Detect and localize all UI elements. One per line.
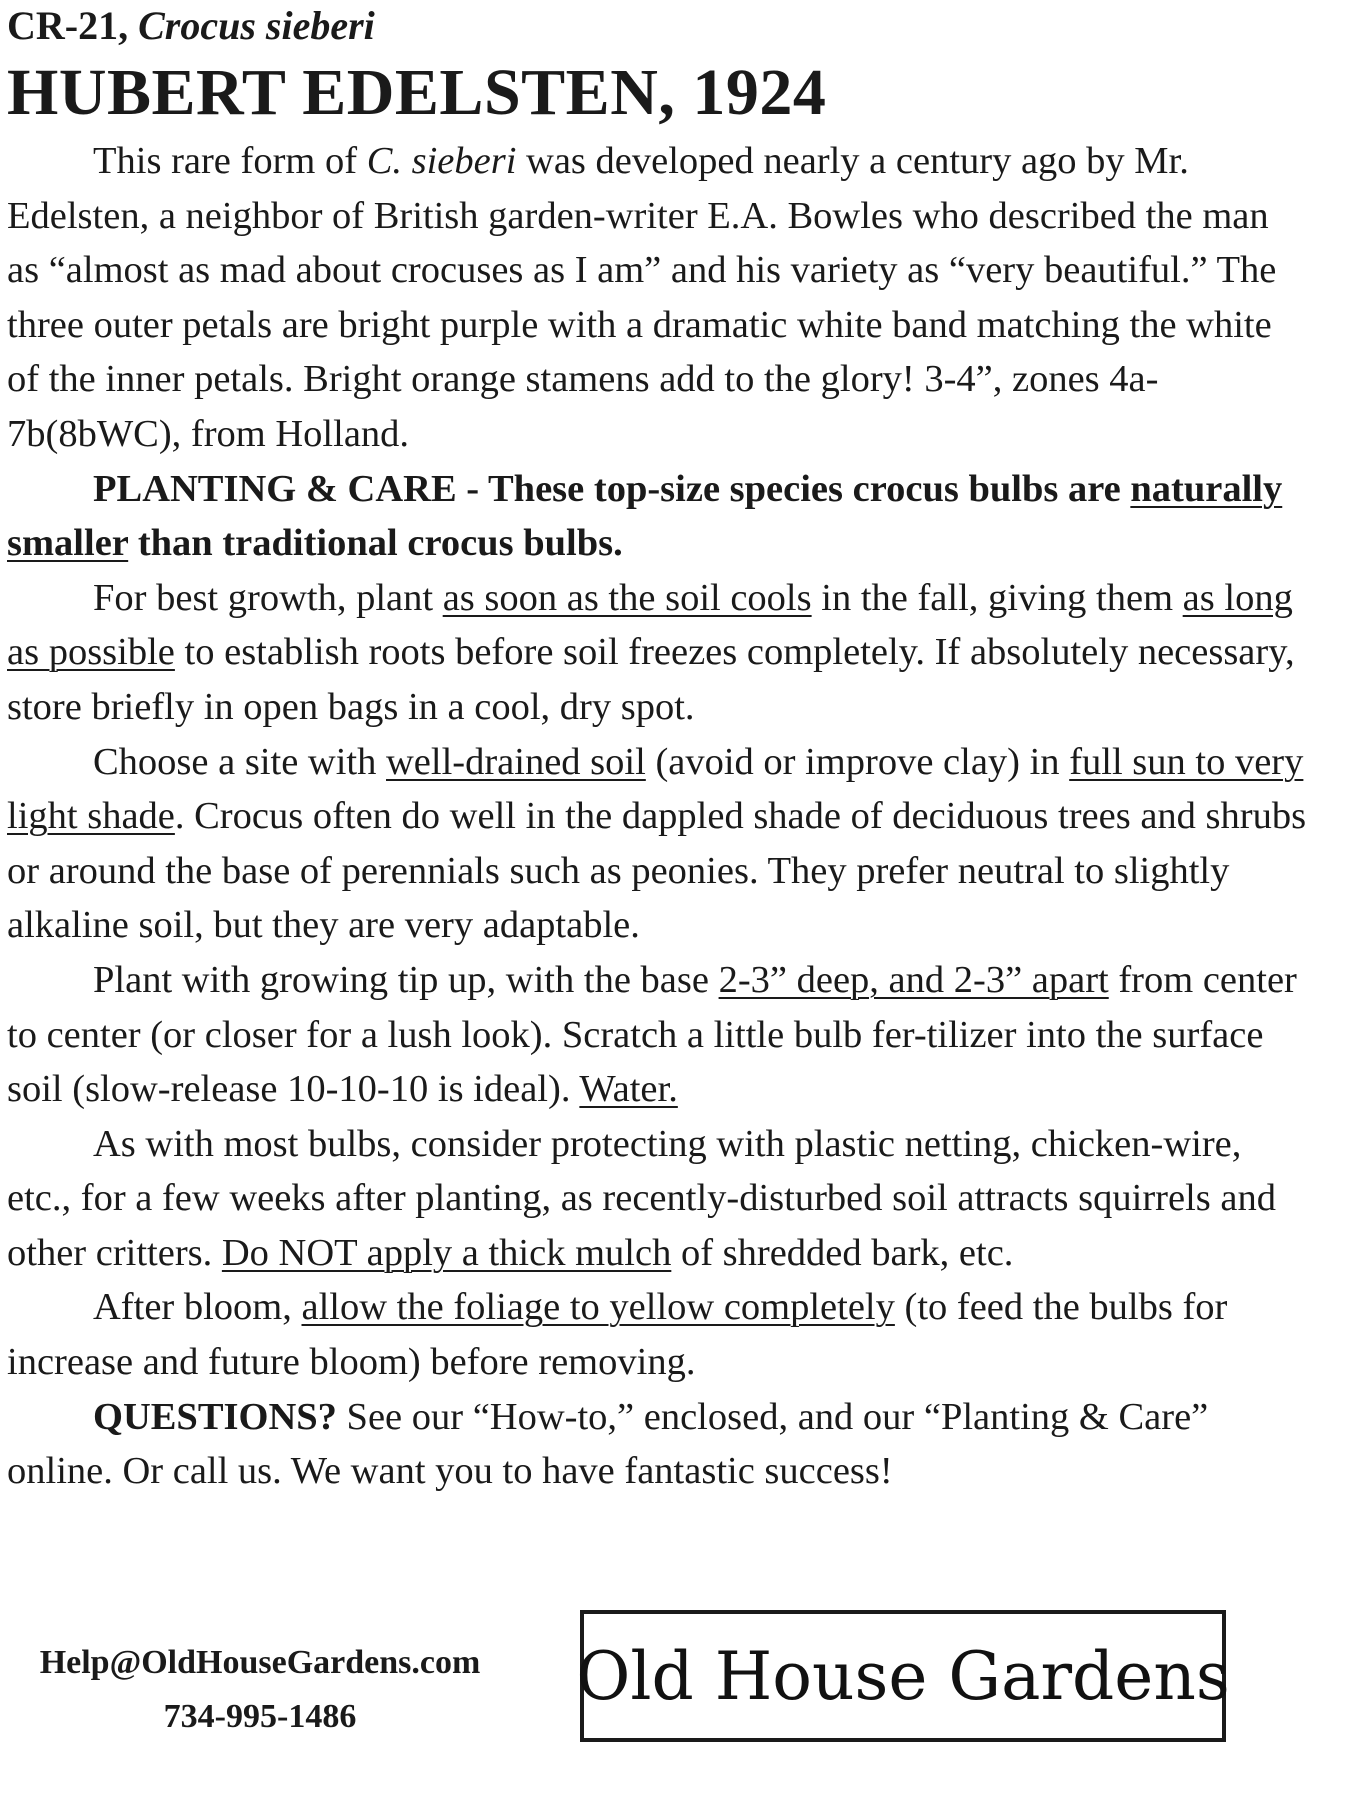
text-run: was developed nearly a century ago by Mr. Edelsten, a neighbor of British garden-writer E.A. Bowles who described the man as “almost as mad about crocuses as I am” and his variety as “very beautiful.” The three outer petals are bright purple with a dramatic white band matching the white of the inner petals. Bright orange stamens add to the glory! 3-4”, zones 4a-7b(8bWC), from Holland. xyxy=(7,140,1277,455)
text-run: PLANTING & CARE - These top-size species crocus bulbs are xyxy=(93,467,1131,510)
text-run: to establish roots before soil freezes completely. If absolutely necessary, store briefly in open bags in a cool, dry spot. xyxy=(7,631,1295,728)
text-run: (avoid or improve clay) in xyxy=(645,740,1070,783)
instruction-card xyxy=(7,0,1307,1499)
product-code-line xyxy=(7,2,1307,50)
underlined-text: as long as possible xyxy=(7,576,1293,674)
planting-care-heading xyxy=(7,462,1307,571)
contact-info xyxy=(10,1636,510,1744)
description-paragraph xyxy=(7,134,1307,462)
species-name: Crocus sieberi xyxy=(138,3,375,48)
underlined-text: naturally smaller xyxy=(7,467,1283,565)
underlined-text: 2-3” deep, and 2-3” apart xyxy=(718,958,1109,1001)
page-title: HUBERT EDELSTEN, 1924 xyxy=(7,56,827,129)
text-run: from center to center (or closer for a lush look). Scratch a little bulb fer-tilizer into the surface soil (slow-release 10-10-10 is ideal). xyxy=(7,958,1297,1111)
product-code: CR-21, xyxy=(7,3,139,48)
site-paragraph xyxy=(7,735,1307,953)
text-run: This rare form of xyxy=(93,140,367,182)
text-run: in the fall, giving them xyxy=(811,576,1183,619)
underlined-text: Water. xyxy=(579,1068,678,1111)
underlined-text: full sun to very light shade xyxy=(7,740,1304,838)
brand-logo xyxy=(576,1610,1230,1742)
text-run: of shredded bark, etc. xyxy=(671,1231,1014,1274)
text-run: (to feed the bulbs for increase and future bloom) before removing. xyxy=(7,1286,1228,1384)
underlined-text: allow the foliage to yellow completely xyxy=(301,1286,895,1329)
underlined-text: well-drained soil xyxy=(386,740,646,783)
phone-number: 734-995-1486 xyxy=(163,1698,357,1735)
after-bloom-paragraph xyxy=(7,1280,1307,1389)
underlined-text: as soon as the soil cools xyxy=(442,576,812,619)
logo-text: Old House Gardens xyxy=(576,1637,1230,1715)
questions-paragraph xyxy=(7,1390,1307,1499)
text-run: than traditional crocus bulbs. xyxy=(128,522,623,565)
protection-paragraph xyxy=(7,1117,1307,1281)
underlined-text: Do NOT apply a thick mulch xyxy=(221,1231,672,1274)
timing-paragraph xyxy=(7,571,1307,735)
text-run: Plant with growing tip up, with the base xyxy=(93,958,719,1001)
body-text xyxy=(7,134,1307,1499)
text-run: For best growth, plant xyxy=(93,576,443,619)
text-run: After bloom, xyxy=(93,1286,302,1329)
text-run: See our “How-to,” enclosed, and our “Planting & Care” online. Or call us. We want you to have fantastic success! xyxy=(7,1395,1209,1493)
text-run: . Crocus often do well in the dappled shade of deciduous trees and shrubs or around the base of perennials such as peonies. They prefer neutral to slightly alkaline soil, but they are very adaptable. xyxy=(7,795,1307,947)
text-run: As with most bulbs, consider protecting with plastic netting, chicken-wire, etc., for a few weeks after planting, as recently-disturbed soil attracts squirrels and other critters. xyxy=(7,1122,1276,1274)
questions-label: QUESTIONS? xyxy=(93,1395,337,1438)
species-italic: C. sieberi xyxy=(366,140,517,182)
planting-paragraph xyxy=(7,953,1307,1117)
email-address: Help@OldHouseGardens.com xyxy=(39,1644,481,1681)
text-run: Choose a site with xyxy=(93,740,386,783)
